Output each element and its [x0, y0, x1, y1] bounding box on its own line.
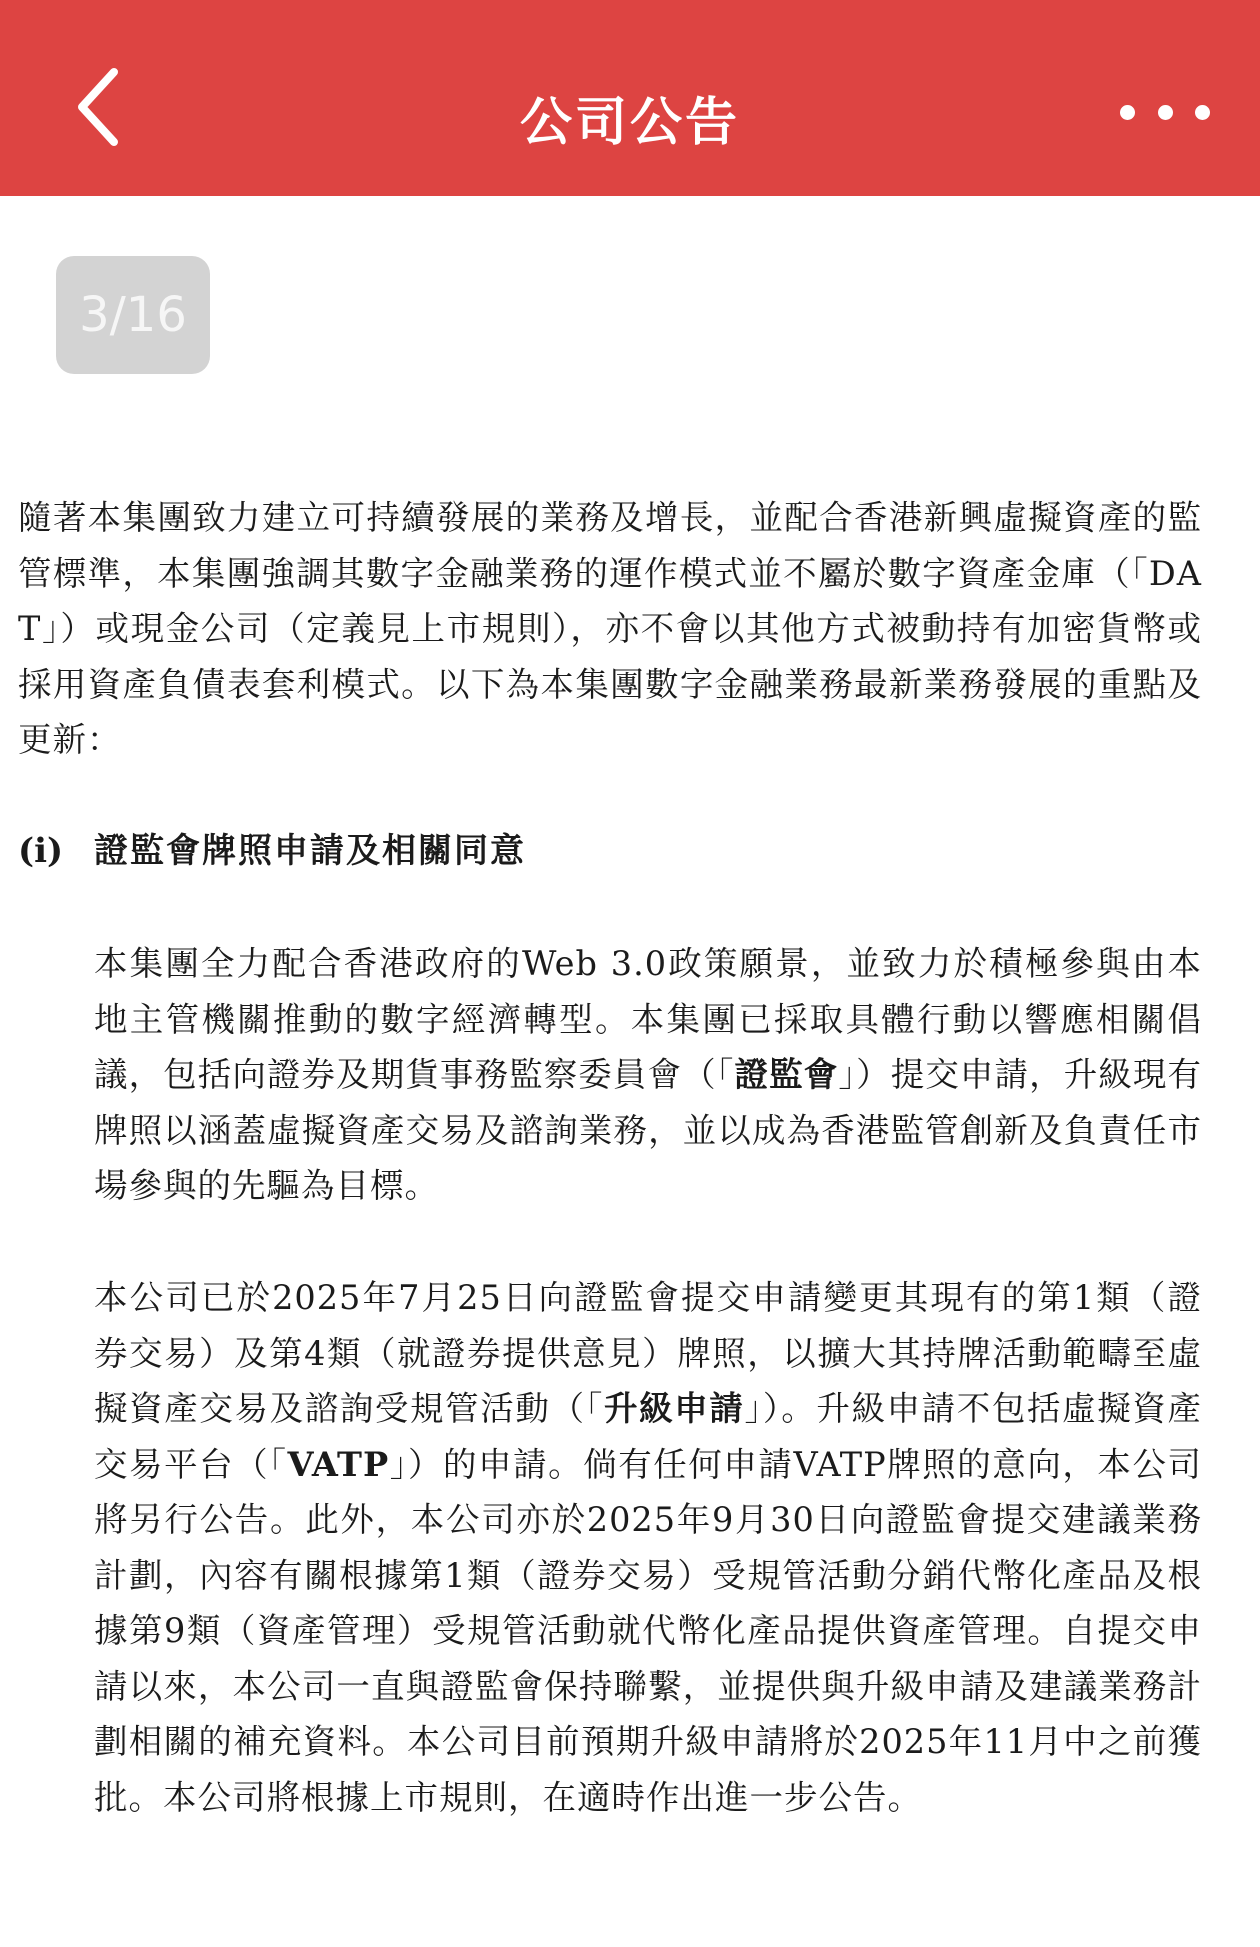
section-number: (i) — [18, 831, 64, 871]
paragraph-application: 本公司已於2025年7月25日向證監會提交申請變更其現有的第1類（證券交易）及第4類（就證券提供意見）牌照，以擴大其持牌活動範疇至虛擬資產交易及諮詢受規管活動（「升級申請」）。升級申請不包括虛擬資產交易平台（「VATP」）的申請。倘有任何申請VATP牌照的意向，本公司將另行公告。此外，本公司亦於2025年9月30日向證監會提交建議業務計劃，內容有關根據第1類（證券交易）受規管活動分銷代幣化產品及根據第9類（資產管理）受規管活動就代幣化產品提供資產管理。自提交申請以來，本公司一直與證監會保持聯繫，並提供與升級申請及建議業務計劃相關的補充資料。本公司目前預期升級申請將於2025年11月中之前獲批。本公司將根據上市規則，在適時作出進一步公告。 — [94, 1278, 1203, 1817]
intro-paragraph: 隨著本集團致力建立可持續發展的業務及增長，並配合香港新興虛擬資產的監管標準，本集團強調其數字金融業務的運作模式並不屬於數字資產金庫（「DAT」）或現金公司（定義見上市規則），亦不會以其他方式被動持有加密貨幣或採用資產負債表套利模式。以下為本集團數字金融業務最新業務發展的重點及更新： — [18, 498, 1202, 759]
section-title: 證監會牌照申請及相關同意 — [94, 831, 526, 871]
app-header — [0, 0, 1260, 196]
more-options-button[interactable] — [1120, 100, 1210, 124]
page-indicator: 3/16 — [56, 256, 210, 374]
defined-term: 證監會 — [734, 1055, 839, 1094]
paragraph-policy: 本集團全力配合香港政府的Web 3.0政策願景，並致力於積極參與由本地主管機關推動的數字經濟轉型。本集團已採取具體行動以響應相關倡議，包括向證券及期貨事務監察委員會（「證監會」）提交申請，升級現有牌照以涵蓋虛擬資產交易及諮詢業務，並以成為香港監管創新及負責任市場參與的先驅為目標。 — [94, 944, 1202, 1205]
page-title: 公司公告 — [519, 93, 740, 153]
more-dots-icon — [1120, 105, 1135, 120]
defined-term: 升級申請 — [604, 1389, 745, 1428]
defined-term: VATP — [287, 1444, 390, 1484]
